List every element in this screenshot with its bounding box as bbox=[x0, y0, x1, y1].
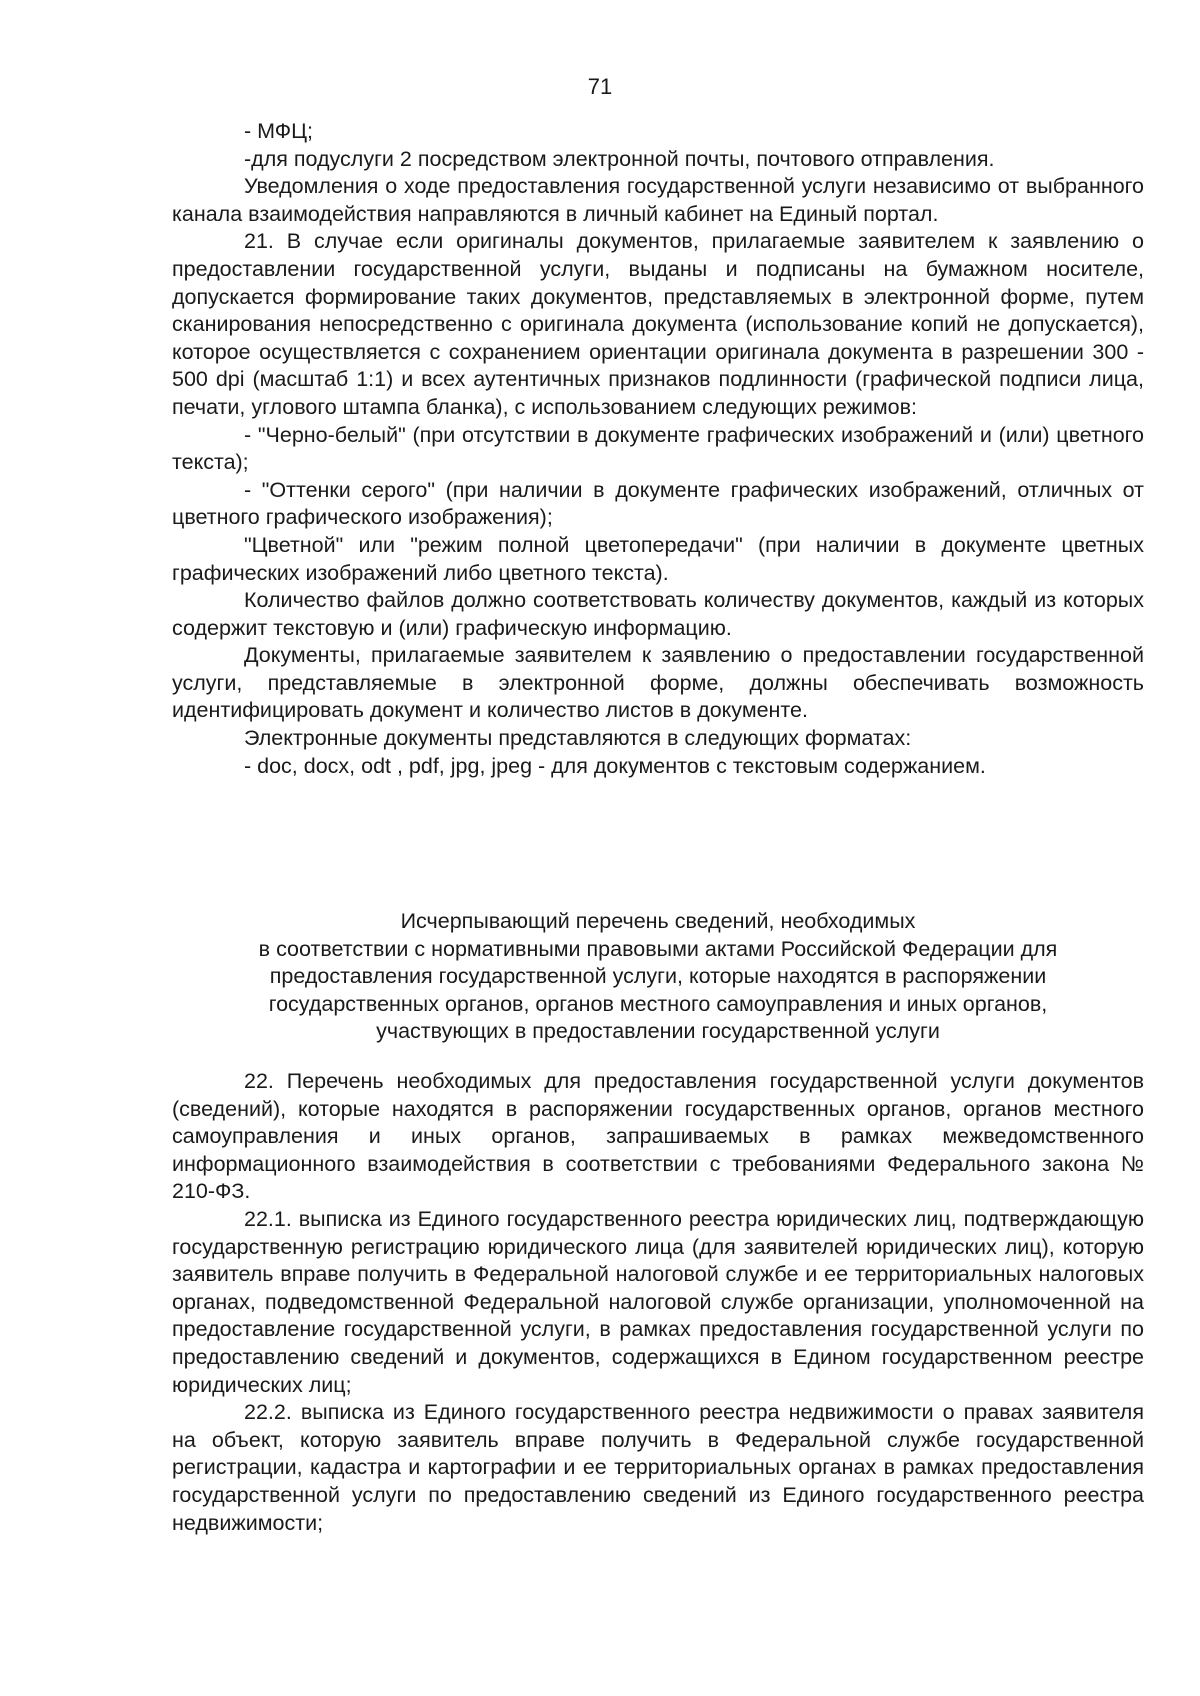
section-heading bbox=[172, 908, 1144, 1046]
heading-line: государственных органов, органов местного самоуправления и иных органов, bbox=[268, 991, 1048, 1016]
heading-line: предоставления государственной услуги, которые находятся в распоряжении bbox=[269, 964, 1047, 989]
heading-line: Исчерпывающий перечень сведений, необходимых bbox=[400, 909, 916, 933]
paragraph: - МФЦ; bbox=[244, 119, 314, 143]
heading-line: в соответствии с нормативными правовыми актами Российской Федерации для bbox=[258, 936, 1058, 961]
paragraph: - doc, docx, odt , pdf, jpg, jpeg - для документов с текстовым содержанием. bbox=[244, 753, 986, 778]
paragraph: - "Оттенки серого" (при наличии в документе графических изображений, отличных от цветного графического изображения); bbox=[172, 477, 1144, 530]
paragraph: 22.2. выписка из Единого государственного реестра недвижимости о правах заявителя на объект, которую заявитель вправе получить в Федеральной службе государственной регистрации, кадастра и картографии и ее территориальных органах в рамках предоставления государственной услуги по предоставлению сведений из Единого государственного реестра недвижимости; bbox=[172, 1400, 1144, 1535]
paragraph: Документы, прилагаемые заявителем к заявлению о предоставлении государственной услуги, представляемые в электронной форме, должны обеспечивать возможность идентифицировать документ и количество листов в документе. bbox=[172, 643, 1144, 723]
paragraph: -для подуслуги 2 посредством электронной почты, почтового отправления. bbox=[244, 146, 995, 171]
paragraph: Количество файлов должно соответствовать количеству документов, каждый из которых содержит текстовую и (или) графическую информацию. bbox=[172, 588, 1144, 640]
paragraph: 21. В случае если оригиналы документов, прилагаемые заявителем к заявлению о предоставлении государственной услуги, выданы и подписаны на бумажном носителе, допускается формирование таких документов, представляемых в электронной форме, путем сканирования непосредственно с оригинала документа (использование копий не допускается), которое осуществляется с сохранением ориентации оригинала документа в разрешении 300 - 500 dpi (масштаб 1:1) и всех аутентичных признаков подлинности (графической подписи лица, печати, углового штампа бланка), с использованием следующих режимов: bbox=[172, 229, 1144, 419]
body-text-top bbox=[172, 118, 1144, 780]
body-text-bottom bbox=[172, 1068, 1144, 1537]
paragraph: 22. Перечень необходимых для предоставления государственной услуги документов (сведений), которые находятся в распоряжении государственных органов, органов местного самоуправления и иных органов, запрашиваемых в рамках межведомственного информационного взаимодействия в соответствии с требованиями Федерального закона № 210-ФЗ. bbox=[172, 1069, 1144, 1204]
page-number: 71 bbox=[587, 74, 613, 99]
paragraph: Уведомления о ходе предоставления государственной услуги независимо от выбранного канала взаимодействия направляются в личный кабинет на Единый портал. bbox=[172, 174, 1144, 226]
heading-line: участвующих в предоставлении государственной услуги bbox=[376, 1019, 940, 1044]
paragraph: "Цветной" или "режим полной цветопередачи" (при наличии в документе цветных графических изображений либо цветного текста). bbox=[172, 532, 1144, 585]
paragraph: Электронные документы представляются в следующих форматах: bbox=[244, 726, 912, 751]
paragraph: - "Черно-белый" (при отсутствии в документе графических изображений и (или) цветного текста); bbox=[172, 422, 1144, 475]
paragraph: 22.1. выписка из Единого государственного реестра юридических лиц, подтверждающую государственную регистрацию юридического лица (для заявителей юридических лиц), которую заявитель вправе получить в Федеральной налоговой службе и ее территориальных налоговых органах, подведомственной Федеральной налоговой службе организации, уполномоченной на предоставление государственной услуги, в рамках предоставления государственной услуги по предоставлению сведений и документов, содержащихся в Едином государственном реестре юридических лиц; bbox=[172, 1206, 1144, 1397]
